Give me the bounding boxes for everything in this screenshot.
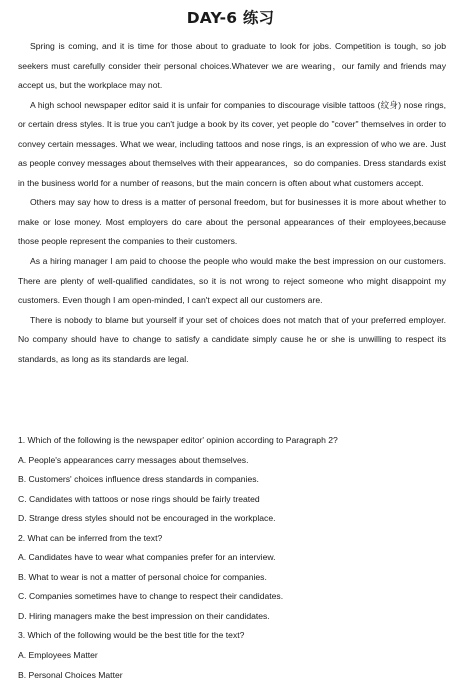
question-1-option-a: A. People's appearances carry messages about themselves. — [18, 454, 249, 465]
question-3-option-b: B. Personal Choices Matter — [18, 669, 123, 680]
question-1-option-c: C. Candidates with tattoos or nose rings should be fairly treated — [18, 493, 260, 504]
paragraph-1: Spring is coming, and it is time for those about to graduate to look for jobs. Competition is tough, so job seekers must carefully consider their personal choices.Whatever we are wearing，our family and friends may accept us, but the workplace may not. — [18, 41, 446, 91]
question-1-option-b: B. Customers' choices influence dress standards in companies. — [18, 474, 259, 485]
paragraph-2: A high school newspaper editor said it is unfair for companies to discourage visible tattoos (纹身) nose rings, or certain dress styles. It is true you can't judge a book by its cover, yet people do "cover" themselves in order to convey certain messages. What we wear, including tattoos and nose rings, is an expression of who we are. Just as people convey messages about themselves with their appearances，so do companies. Dress standards exist in the business world for a number of reasons, but the main concern is often about what customers accept. — [18, 99, 447, 188]
question-3-stem: 3. Which of the following would be the best title for the text? — [18, 630, 245, 641]
document-title: DAY-6 练习 — [186, 9, 275, 27]
paragraph-3: Others may say how to dress is a matter of personal freedom, but for businesses it is more about whether to make or lose money. Most employers do care about the personal appearances of their employees,because those people represent the companies to their customers. — [18, 197, 446, 247]
question-3-option-a: A. Employees Matter — [18, 650, 98, 661]
question-2-option-a: A. Candidates have to wear what companies prefer for an interview. — [18, 552, 276, 563]
question-2-option-b: B. What to wear is not a matter of personal choice for companies. — [18, 571, 267, 582]
question-2-option-d: D. Hiring managers make the best impression on their candidates. — [18, 610, 270, 621]
question-2-stem: 2. What can be inferred from the text? — [18, 532, 163, 543]
question-list — [18, 431, 448, 685]
paragraph-4: As a hiring manager I am paid to choose the people who would make the best impression on our customers. There are plenty of well-qualified candidates, so it is not wrong to reject someone who might disappoint my customers. Even though I am open-minded, I can't expect all our customers are. — [18, 256, 446, 306]
question-1-option-d: D. Strange dress styles should not be encouraged in the workplace. — [18, 513, 276, 524]
reading-passage — [18, 37, 446, 369]
question-2-option-c: C. Companies sometimes have to change to respect their candidates. — [18, 591, 284, 602]
paragraph-5: There is nobody to blame but yourself if your set of choices does not match that of your preferred employer. No company should have to change to satisfy a candidate simply cause he or she is unwilling to respect its standards, as long as its standards are legal. — [18, 314, 446, 364]
question-1-stem: 1. Which of the following is the newspaper editor' opinion according to Paragraph 2? — [18, 435, 338, 445]
